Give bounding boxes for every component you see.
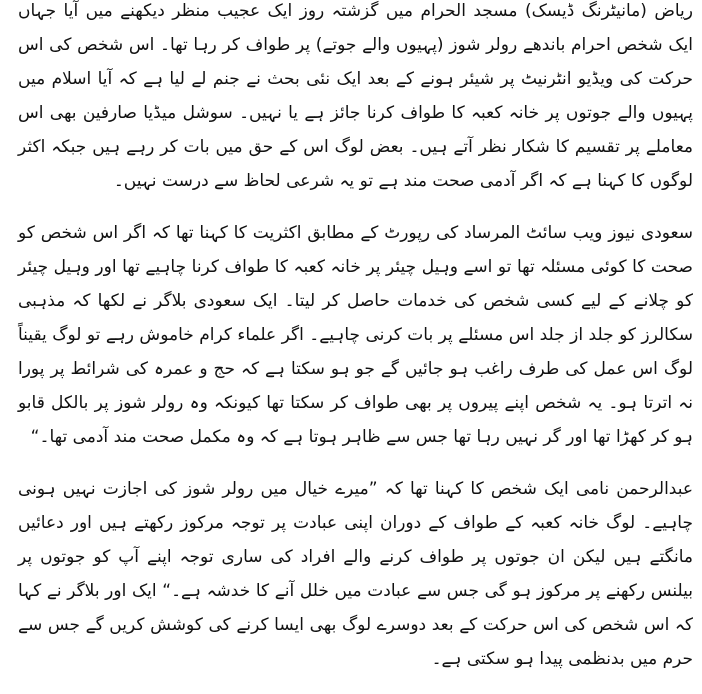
article-paragraph-1: ریاض (مانیٹرنگ ڈیسک) مسجد الحرام میں گزشتہ روز ایک عجیب منظر دیکھنے میں آیا جہاں ایک شخص احرام باندھے رولر شوز (پہیوں والے جوتے) پر طواف کر رہا تھا۔ اس شخص کی اس حرکت کی ویڈیو انٹرنیٹ پر شیئر ہونے کے بعد ایک نئی بحث نے جنم لے لیا ہے کہ آیا اسلام میں پہیوں والے جوتوں پر خانہ کعبہ کا طواف کرنا جائز ہے یا نہیں۔ سوشل میڈیا صارفین بھی اس معاملے پر تقسیم کا شکار نظر آتے ہیں۔ بعض لوگ اس کے حق میں بات کر رہے ہیں جبکہ اکثر لوگوں کا کہنا ہے کہ اگر آدمی صحت مند ہے تو یہ شرعی لحاظ سے درست نہیں۔ <box>18 1 693 191</box>
article-body <box>18 0 693 694</box>
article-paragraph-3: عبدالرحمن نامی ایک شخص کا کہنا تھا کہ ”میرے خیال میں رولر شوز کی اجازت نہیں ہونی چاہیے۔ لوگ خانہ کعبہ کے طواف کے دوران اپنی عبادت پر توجہ مرکوز رکھتے ہیں اور دعائیں مانگتے ہیں لیکن ان جوتوں پر طواف کرنے والے افراد کی ساری توجہ اپنے آپ کو جوتوں پر بیلنس رکھنے پر مرکوز ہو گی جس سے عبادت میں خلل آنے کا خدشہ ہے۔“ ایک اور بلاگر نے کہا کہ اس شخص کی اس حرکت کے بعد دوسرے لوگ بھی ایسا کرنے کی کوشش کریں گے جس سے حرم میں بدنظمی پیدا ہو سکتی ہے۔ <box>18 479 693 669</box>
article-paragraph-2: سعودی نیوز ویب سائٹ المرساد کی رپورٹ کے مطابق اکثریت کا کہنا تھا کہ اگر اس شخص کو صحت کا کوئی مسئلہ تھا تو اسے وہیل چیئر پر خانہ کعبہ کا طواف کرنا چاہیے تھا اور وہیل چیئر کو چلانے کے لیے کسی شخص کی خدمات حاصل کر لیتا۔ ایک سعودی بلاگر نے لکھا کہ مذہبی سکالرز کو جلد از جلد اس مسئلے پر بات کرنی چاہیے۔ اگر علماء کرام خاموش رہے تو لوگ یقیناً لوگ اس عمل کی طرف راغب ہو جائیں گے جو ہو سکتا ہے کہ حج و عمرہ کی شرائط پر پورا نہ اترتا ہو۔ یہ شخص اپنے پیروں پر بھی طواف کر سکتا تھا کیونکہ وہ رولر شوز پر بالکل قابو ہو کر کھڑا تھا اور گر نہیں رہا تھا جس سے ظاہر ہوتا ہے کہ وہ مکمل صحت مند آدمی تھا۔“ <box>18 223 693 447</box>
